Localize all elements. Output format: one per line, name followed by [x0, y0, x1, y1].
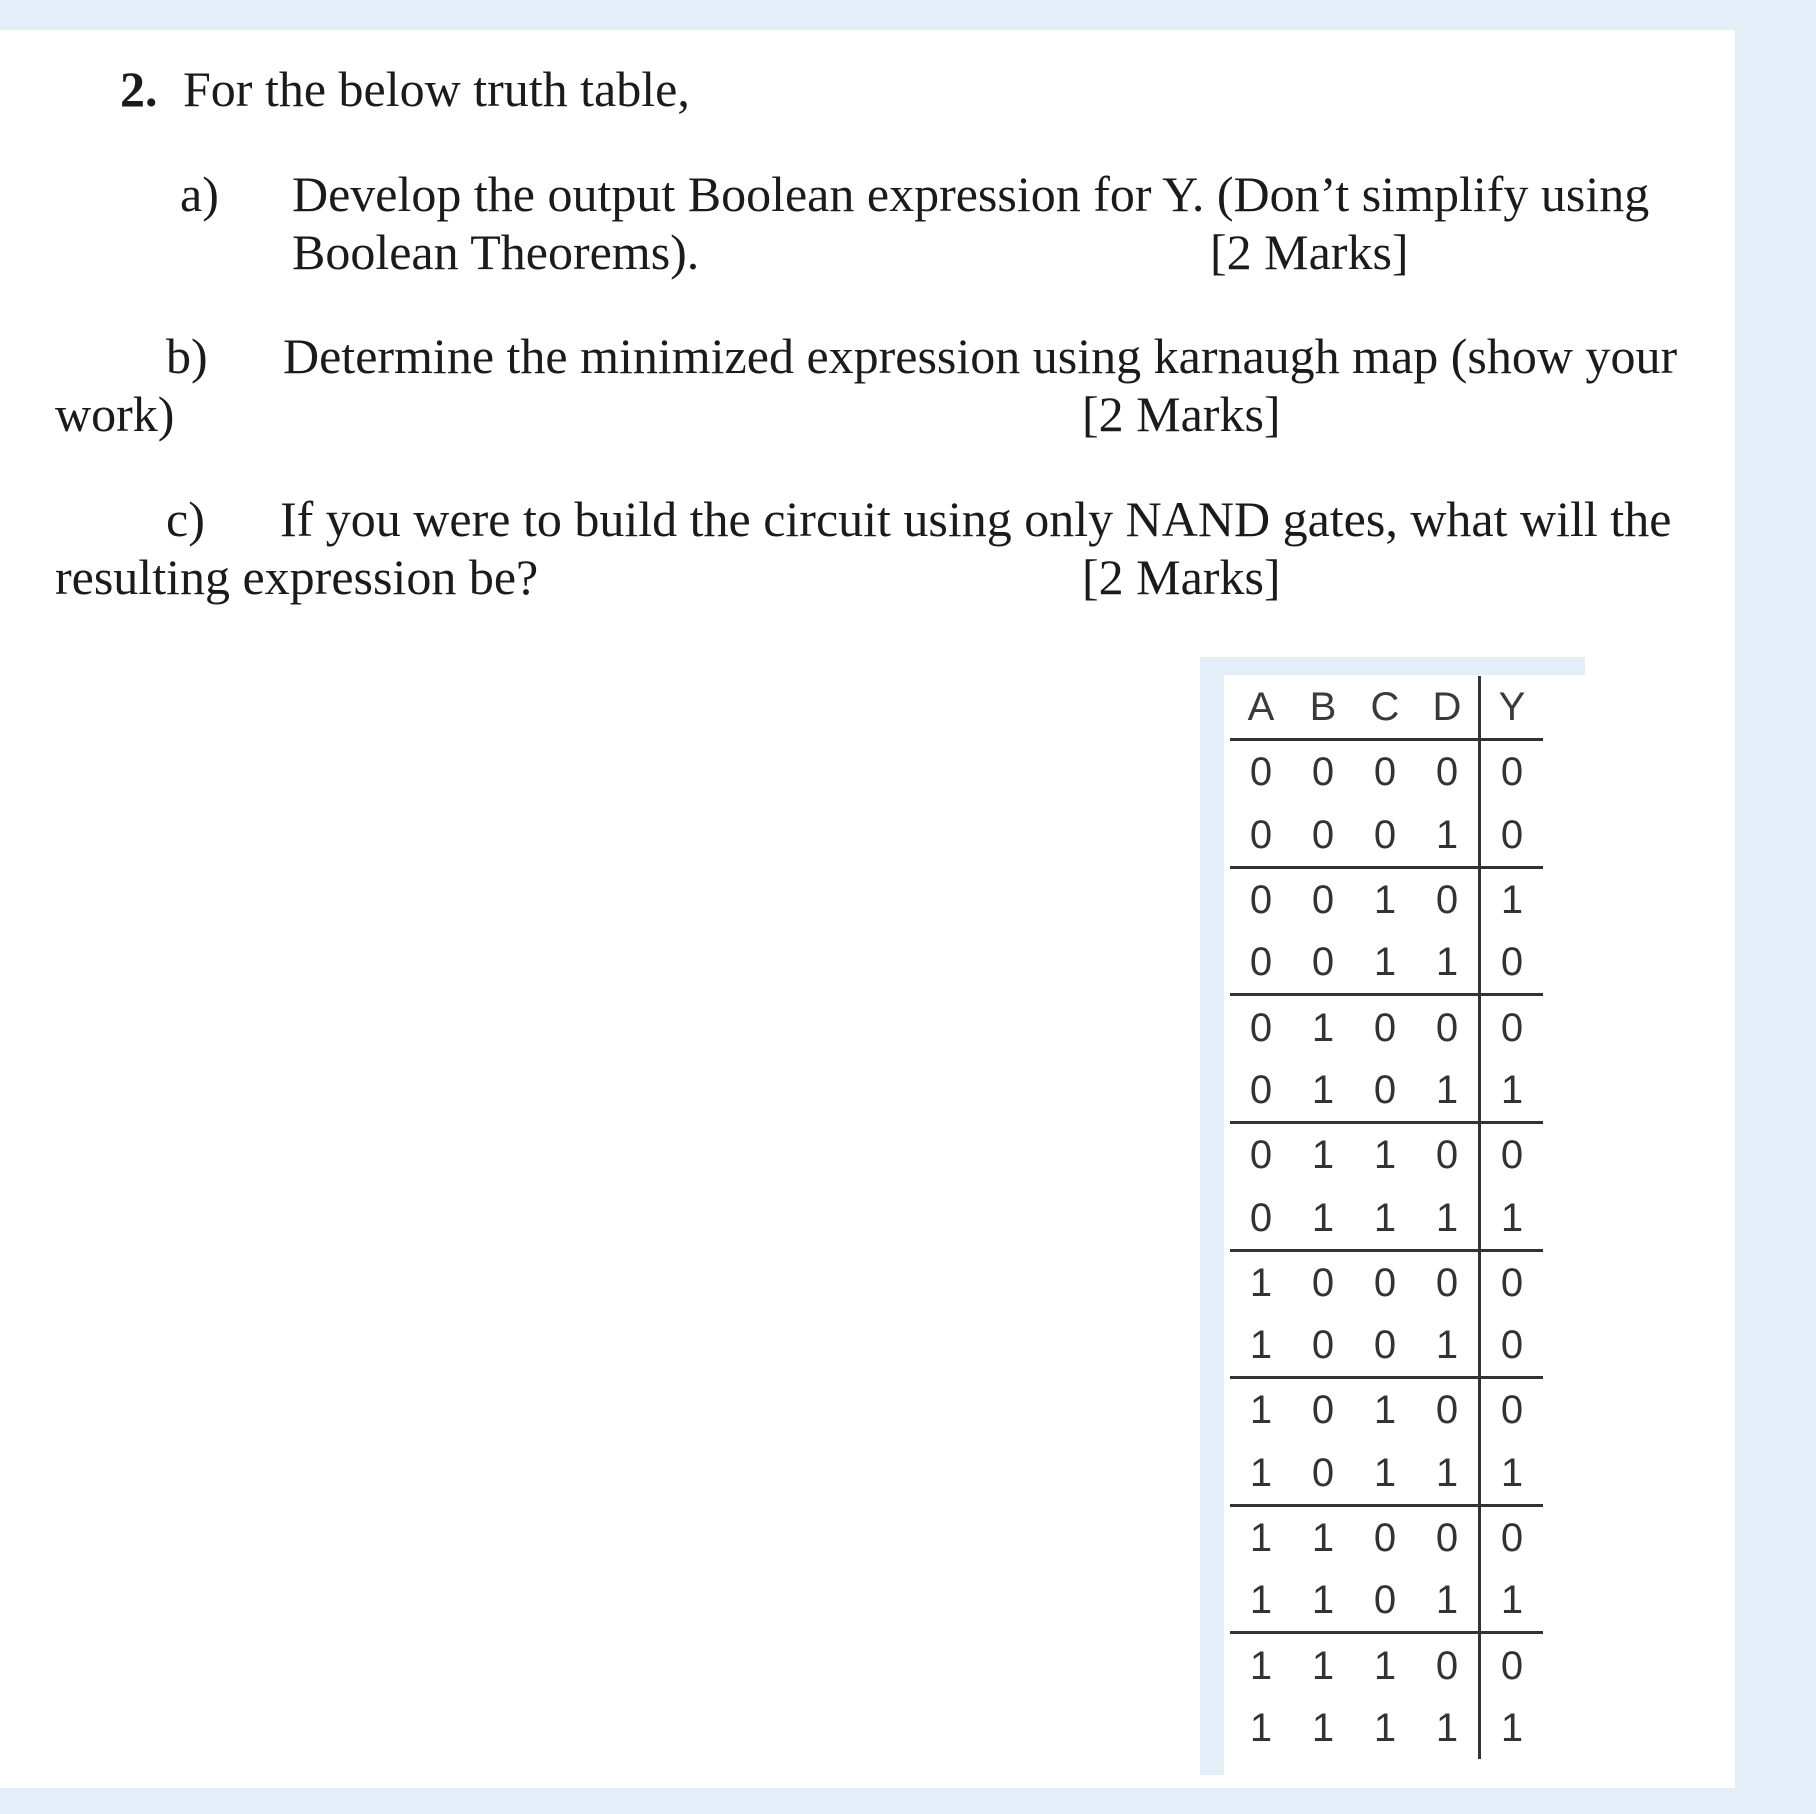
header-c: C — [1354, 676, 1416, 740]
cell-y: 0 — [1480, 1123, 1544, 1187]
cell-y: 1 — [1480, 1442, 1544, 1506]
cell-y: 1 — [1480, 1059, 1544, 1123]
cell-a: 0 — [1230, 1059, 1292, 1123]
cell-b: 0 — [1311, 878, 1335, 923]
cell-c: 1 — [1373, 1705, 1397, 1750]
cell-c: 1 — [1373, 1133, 1397, 1178]
cell-c: 0 — [1373, 750, 1397, 795]
part-b-marks: [2 Marks] — [1082, 386, 1281, 442]
part-a-marks: [2 Marks] — [1210, 224, 1409, 280]
cell-y: 0 — [1480, 1250, 1544, 1314]
table-row — [1230, 1442, 1543, 1506]
header-a: A — [1230, 676, 1292, 740]
table-row — [1230, 1505, 1543, 1569]
cell-a: 0 — [1230, 931, 1292, 995]
cell-y: 1 — [1480, 1569, 1544, 1633]
cell-b: 1 — [1292, 1059, 1354, 1123]
question-intro: For the below truth table, — [183, 61, 690, 117]
cell-a: 0 — [1230, 804, 1292, 868]
cell-b: 0 — [1292, 931, 1354, 995]
part-c-line2: resulting expression be? — [55, 549, 539, 605]
cell-d: 0 — [1435, 1005, 1459, 1050]
cell-c: 1 — [1373, 1388, 1397, 1433]
cell-a: 1 — [1249, 1643, 1273, 1688]
table-row — [1230, 1123, 1543, 1187]
cell-c: 1 — [1373, 878, 1397, 923]
table-row — [1230, 804, 1543, 868]
cell-y: 1 — [1480, 1697, 1544, 1759]
cell-d: 0 — [1435, 1516, 1459, 1560]
cell-d: 0 — [1435, 1643, 1459, 1688]
cell-c: 0 — [1354, 1059, 1416, 1123]
table-row — [1230, 1697, 1543, 1759]
cell-d: 1 — [1416, 804, 1480, 868]
part-a-line1: Develop the output Boolean expression for Y. (Don’t simplify using — [292, 166, 1650, 222]
truth-table-frame-left-edge — [1200, 657, 1224, 1775]
cell-c: 0 — [1354, 1314, 1416, 1378]
table-row — [1230, 1569, 1543, 1633]
table-row — [1230, 995, 1543, 1059]
cell-a: 1 — [1249, 1388, 1273, 1433]
header-b: B — [1292, 676, 1354, 740]
table-row — [1230, 1378, 1543, 1442]
cell-b: 0 — [1292, 804, 1354, 868]
truth-table — [1230, 676, 1543, 1759]
cell-b: 0 — [1311, 750, 1335, 795]
cell-b: 0 — [1311, 1260, 1335, 1305]
cell-c: 0 — [1354, 804, 1416, 868]
cell-b: 1 — [1292, 1569, 1354, 1633]
cell-c: 0 — [1373, 1516, 1397, 1560]
part-c-label: c) — [166, 491, 205, 547]
cell-a: 1 — [1230, 1442, 1292, 1506]
part-b-line1: Determine the minimized expression using karnaugh map (show your — [283, 328, 1678, 384]
part-a-label: a) — [180, 166, 219, 222]
cell-a: 0 — [1249, 1133, 1273, 1178]
part-c-marks: [2 Marks] — [1082, 549, 1281, 605]
cell-d: 0 — [1435, 1133, 1459, 1178]
cell-b: 0 — [1292, 1314, 1354, 1378]
cell-b: 1 — [1292, 1186, 1354, 1250]
cell-b: 0 — [1292, 1442, 1354, 1506]
cell-c: 0 — [1354, 1569, 1416, 1633]
cell-a: 0 — [1249, 750, 1273, 795]
cell-y: 0 — [1480, 1314, 1544, 1378]
cell-y: 0 — [1480, 1633, 1544, 1697]
table-row — [1230, 1250, 1543, 1314]
question-number: 2. — [120, 61, 158, 117]
cell-c: 0 — [1373, 1260, 1397, 1305]
cell-a: 1 — [1249, 1705, 1273, 1750]
cell-d: 1 — [1416, 931, 1480, 995]
cell-c: 1 — [1373, 1643, 1397, 1688]
truth-table-header-row — [1230, 676, 1543, 740]
cell-c: 1 — [1354, 1186, 1416, 1250]
cell-a: 0 — [1249, 878, 1273, 923]
table-row — [1230, 1186, 1543, 1250]
cell-y: 1 — [1480, 1186, 1544, 1250]
part-b-line2: work) — [55, 386, 175, 442]
header-d: D — [1416, 676, 1480, 740]
cell-a: 0 — [1249, 1005, 1273, 1050]
cell-d: 0 — [1435, 750, 1459, 795]
cell-b: 1 — [1311, 1516, 1335, 1560]
table-row — [1230, 740, 1543, 804]
cell-d: 1 — [1416, 1186, 1480, 1250]
cell-y: 0 — [1480, 931, 1544, 995]
cell-d: 0 — [1435, 1260, 1459, 1305]
part-a-line2: Boolean Theorems). — [292, 224, 700, 280]
cell-b: 1 — [1311, 1005, 1335, 1050]
cell-b: 1 — [1311, 1133, 1335, 1178]
cell-d: 1 — [1435, 1705, 1459, 1750]
cell-y: 0 — [1480, 740, 1544, 804]
cell-d: 0 — [1435, 878, 1459, 923]
part-c-line1: If you were to build the circuit using only NAND gates, what will the — [280, 491, 1672, 547]
cell-y: 1 — [1480, 867, 1544, 931]
cell-b: 0 — [1311, 1388, 1335, 1433]
cell-d: 0 — [1435, 1388, 1459, 1433]
table-row — [1230, 1633, 1543, 1697]
table-row — [1230, 1314, 1543, 1378]
header-y: Y — [1480, 676, 1544, 740]
table-row — [1230, 1059, 1543, 1123]
cell-c: 0 — [1373, 1005, 1397, 1050]
cell-y: 0 — [1480, 1378, 1544, 1442]
part-b-label: b) — [166, 328, 208, 384]
table-row — [1230, 867, 1543, 931]
truth-table-frame-top-edge — [1200, 657, 1585, 675]
cell-d: 1 — [1416, 1314, 1480, 1378]
cell-y: 0 — [1480, 1505, 1544, 1569]
cell-a: 1 — [1230, 1569, 1292, 1633]
cell-a: 0 — [1230, 1186, 1292, 1250]
cell-a: 1 — [1230, 1314, 1292, 1378]
cell-y: 0 — [1480, 804, 1544, 868]
cell-d: 1 — [1416, 1442, 1480, 1506]
cell-a: 1 — [1249, 1260, 1273, 1305]
cell-d: 1 — [1416, 1569, 1480, 1633]
cell-c: 1 — [1354, 1442, 1416, 1506]
cell-a: 1 — [1249, 1516, 1273, 1560]
cell-b: 1 — [1311, 1643, 1335, 1688]
cell-d: 1 — [1416, 1059, 1480, 1123]
table-row — [1230, 931, 1543, 995]
cell-b: 1 — [1311, 1705, 1335, 1750]
cell-c: 1 — [1354, 931, 1416, 995]
cell-y: 0 — [1480, 995, 1544, 1059]
